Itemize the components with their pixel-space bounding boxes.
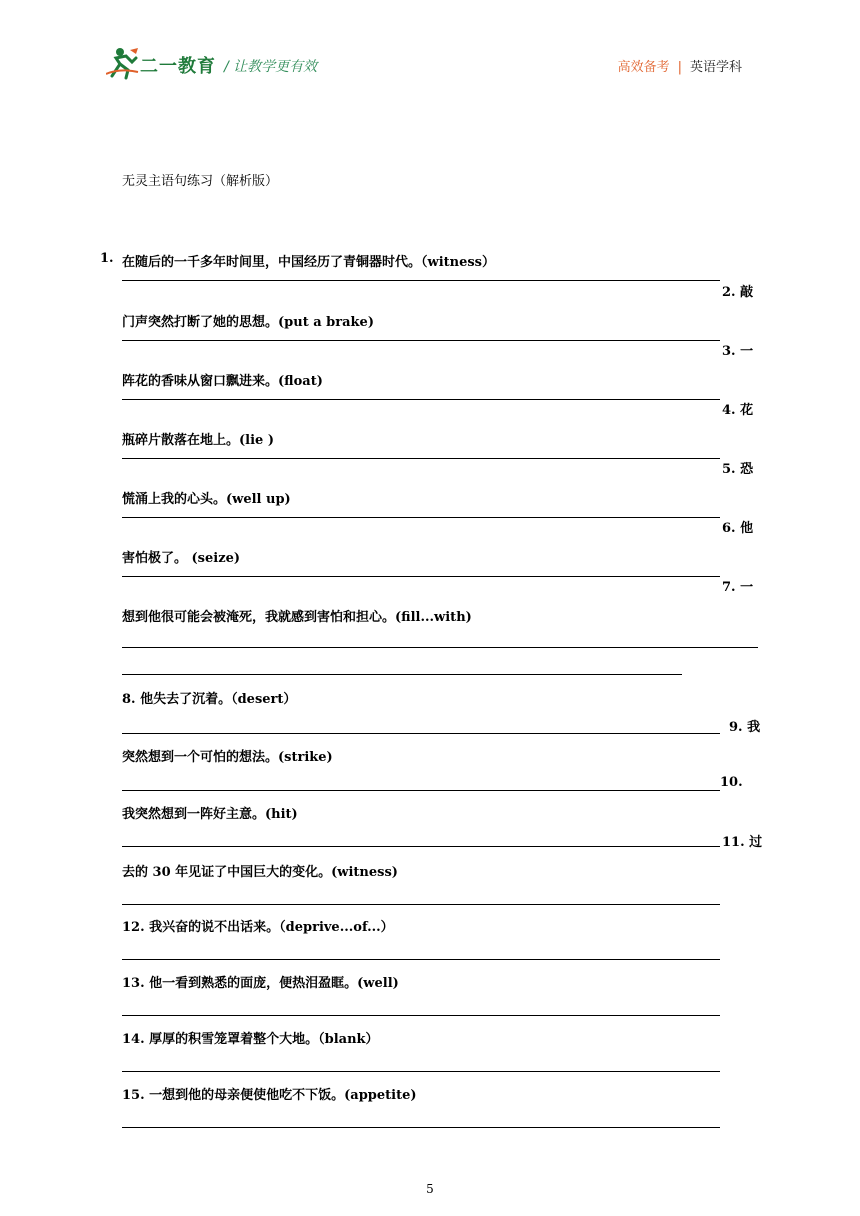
answer-line-4[interactable]: [122, 458, 720, 459]
answer-line-1[interactable]: [122, 280, 720, 281]
slogan: / 让教学更有效: [224, 59, 318, 75]
answer-line-13[interactable]: [122, 1015, 720, 1016]
doc-title: 无灵主语句练习（解析版）: [122, 174, 279, 189]
answer-line-10[interactable]: [122, 846, 720, 847]
q15-text: 15. 一想到他的母亲便使他吃不下饭。(appetite): [122, 1088, 417, 1103]
q10-text: 我突然想到一阵好主意。(hit): [122, 807, 298, 822]
q5-number: 5. 恐: [722, 462, 754, 477]
q8-text: 8. 他失去了沉着。（desert）: [122, 692, 297, 707]
q2-number: 2. 敲: [722, 285, 754, 300]
q9-number: 9. 我: [729, 720, 761, 735]
q6-number: 6. 他: [722, 521, 754, 536]
answer-line-2[interactable]: [122, 340, 720, 341]
exam-tag: 高效备考: [617, 60, 670, 75]
answer-line-7b[interactable]: [122, 674, 682, 675]
answer-line-6[interactable]: [122, 576, 720, 577]
answer-line-3[interactable]: [122, 399, 720, 400]
q2-text: 门声突然打断了她的思想。(put a brake): [122, 315, 374, 330]
q14-text: 14. 厚厚的积雪笼罩着整个大地。（blank）: [122, 1032, 379, 1047]
q5-text: 慌涌上我的心头。(well up): [122, 492, 291, 507]
q4-text: 瓶碎片散落在地上。(lie ): [122, 433, 274, 448]
q1-number: 1.: [100, 251, 114, 266]
q6-text: 害怕极了。 (seize): [122, 551, 241, 566]
answer-line-8[interactable]: [122, 733, 720, 734]
answer-line-9[interactable]: [122, 790, 720, 791]
q3-number: 3. 一: [722, 344, 754, 359]
page-header: [0, 0, 860, 100]
q11-number: 11. 过: [722, 835, 763, 850]
answer-line-12[interactable]: [122, 959, 720, 960]
q10-number: 10.: [720, 775, 743, 790]
q12-text: 12. 我兴奋的说不出话来。（deprive...of...）: [122, 920, 394, 935]
q13-text: 13. 他一看到熟悉的面庞，便热泪盈眶。(well): [122, 976, 399, 991]
q4-number: 4. 花: [722, 403, 754, 418]
answer-line-14[interactable]: [122, 1071, 720, 1072]
q7-text: 想到他很可能会被淹死，我就感到害怕和担心。(fill...with): [122, 610, 472, 625]
page-number: 5: [426, 1182, 434, 1196]
q1-text: 在随后的一千多年时间里，中国经历了青铜器时代。（witness）: [122, 255, 495, 270]
q3-text: 阵花的香味从窗口飘进来。(float): [122, 374, 323, 389]
brand-name: 二一教育: [140, 56, 216, 77]
q7-number: 7. 一: [722, 580, 754, 595]
answer-line-5[interactable]: [122, 517, 720, 518]
answer-line-15[interactable]: [122, 1127, 720, 1128]
header-tags: [618, 56, 742, 75]
answer-line-11[interactable]: [122, 904, 720, 905]
q9-text: 突然想到一个可怕的想法。(strike): [122, 750, 333, 765]
tag-separator: |: [677, 60, 682, 75]
answer-line-7a[interactable]: [122, 647, 758, 648]
subject-tag: 英语学科: [689, 60, 742, 75]
q11-text: 去的 30 年见证了中国巨大的变化。(witness): [122, 865, 398, 880]
